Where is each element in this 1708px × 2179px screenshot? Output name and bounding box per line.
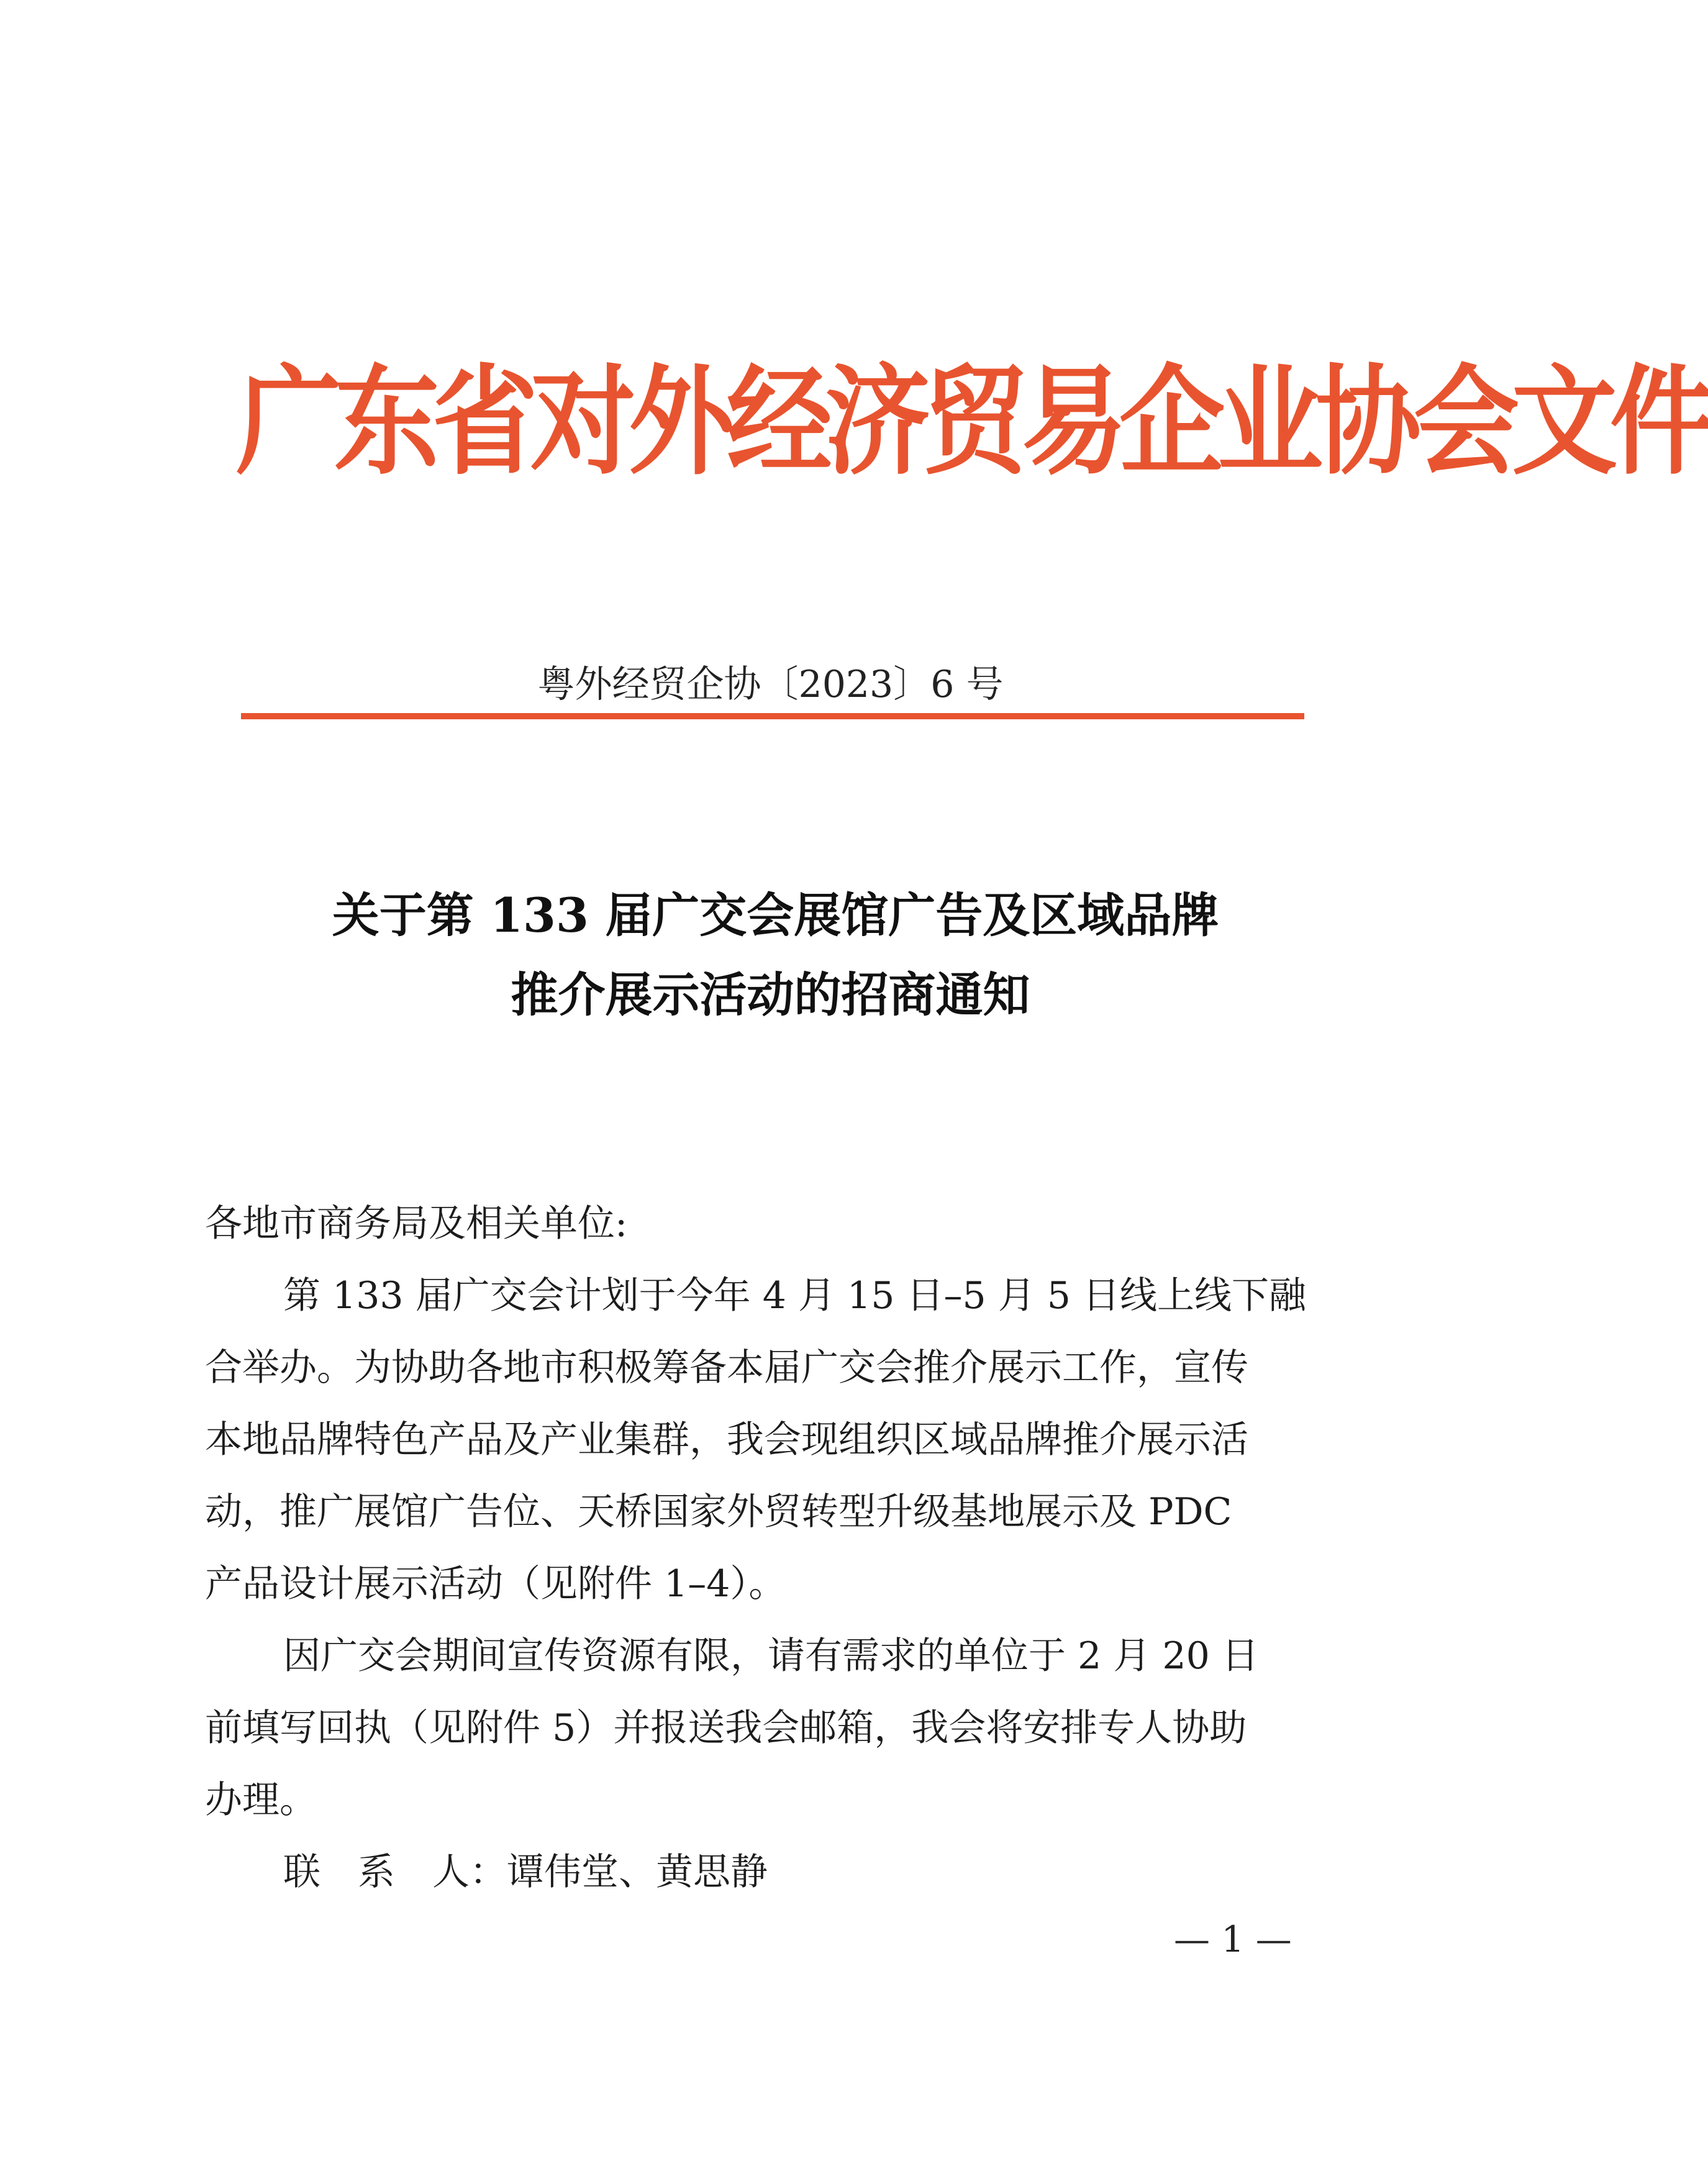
salutation: 各地市商务局及相关单位: (205, 1202, 628, 1245)
paragraph-1-line: 合举办。为协助各地市积极筹备本届广交会推介展示工作，宣传 (205, 1346, 1248, 1390)
letterhead-title: 广东省对外经济贸易企业协会文件 (236, 353, 1708, 491)
paragraph-2-line: 办理。 (205, 1778, 317, 1822)
paragraph-2-line: 前填写回执（见附件 5）并报送我会邮箱，我会将安排专人协助 (205, 1706, 1247, 1750)
paragraph-1-line: 产品设计展示活动（见附件 1–4）。 (205, 1562, 786, 1606)
document-number: 粤外经贸企协〔2023〕6 号 (537, 663, 1004, 706)
contact-person: 联 系 人：谭伟堂、黄思静 (283, 1850, 768, 1894)
red-divider-line (241, 713, 1304, 719)
page-number: — 1 — (1174, 1918, 1292, 1960)
paragraph-2-line: 因广交会期间宣传资源有限，请有需求的单位于 2 月 20 日 (283, 1634, 1259, 1678)
paragraph-1-line: 动，推广展馆广告位、天桥国家外贸转型升级基地展示及 PDC (205, 1490, 1232, 1534)
document-title-line-1: 关于第 133 届广交会展馆广告及区域品牌 (332, 888, 1219, 943)
document-title-line-2: 推介展示活动的招商通知 (511, 967, 1030, 1022)
paragraph-1-line: 第 133 届广交会计划于今年 4 月 15 日–5 月 5 日线上线下融 (283, 1274, 1307, 1317)
paragraph-1-line: 本地品牌特色产品及产业集群，我会现组织区域品牌推介展示活 (205, 1418, 1248, 1462)
